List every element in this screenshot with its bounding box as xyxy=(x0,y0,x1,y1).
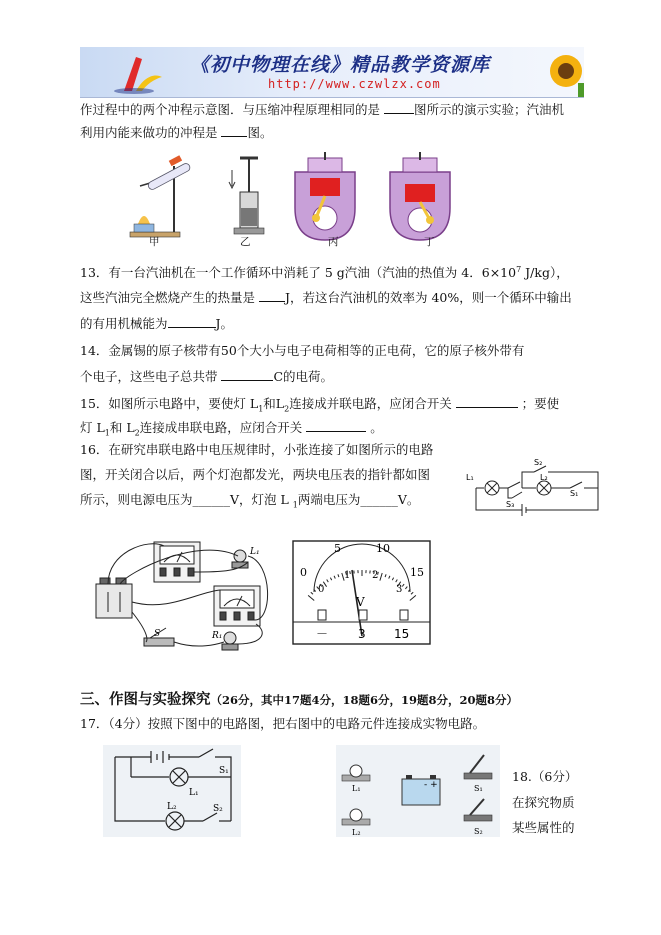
q16-voltmeter xyxy=(292,540,432,646)
battery-box xyxy=(402,775,440,805)
photo-label-l1: L₁ xyxy=(250,547,260,557)
q14-line1: 14．金属锡的原子核带有50个大小与电子电荷相等的正电荷，它的原子核外带有 xyxy=(80,343,525,358)
q17-real-components xyxy=(336,745,500,837)
q18-line1: 18.（6分） xyxy=(512,769,578,784)
diagram-label-l2: L₂ xyxy=(167,802,177,812)
label-s3: S₃ xyxy=(506,500,515,509)
q14-line2: 个电子，这些电子总共带 C的电荷。 xyxy=(80,369,334,384)
compression-cylinder-figure xyxy=(229,158,264,234)
upper-tick-10: 10 xyxy=(376,542,390,555)
upper-tick-15: 15 xyxy=(410,566,424,579)
sunflower-icon xyxy=(548,47,584,97)
terminal-minus: － xyxy=(316,627,329,641)
real-label-l2: L₂ xyxy=(352,828,361,837)
q15-circuit-diagram xyxy=(462,458,602,520)
q18-line3: 某些属性的 xyxy=(512,820,575,835)
q13-line3: 的有用机械能为 J。 xyxy=(80,316,234,331)
q17-circuit-diagram xyxy=(103,745,241,837)
upper-tick-0: 0 xyxy=(300,566,307,579)
label-l2: L₂ xyxy=(540,473,548,482)
q18-line2: 在探究物质 xyxy=(512,795,575,810)
upper-tick-5: 5 xyxy=(334,542,341,555)
q16-line3: 所示，则电源电压为______V，灯泡 L $_1$两端电压为______V。 xyxy=(80,492,420,510)
caption-yi: 乙 xyxy=(240,236,251,248)
caption-ding: 丁 xyxy=(424,236,435,248)
header-banner xyxy=(80,47,584,98)
q15-line1: 15．如图所示电路中，要使灯 $L_1$和$L_2$连接成并联电路，应闭合开关 ；要使 xyxy=(80,396,560,414)
meter-unit: V xyxy=(356,595,365,609)
caption-bing: 丙 xyxy=(328,236,339,248)
svg-text:- +: - + xyxy=(424,780,438,790)
engine-stroke-d-figure xyxy=(390,152,450,240)
q12-line1: 作过程中的两个冲程示意图．与压缩冲程原理相同的是 图所示的演示实验；汽油机 xyxy=(80,102,564,117)
q12-line2: 利用内能来做功的冲程是 图。 xyxy=(80,125,273,140)
caption-jia: 甲 xyxy=(149,236,160,248)
test-tube-figure xyxy=(130,155,191,237)
q16-apparatus-photo xyxy=(88,532,284,660)
diagram-label-s2: S₂ xyxy=(213,804,223,814)
q15-line2: 灯 $L_1$和 $L_2$连接成串联电路，应闭合开关 。 xyxy=(80,420,383,438)
lower-tick-2: 2 xyxy=(372,570,379,581)
photo-label-r: R₁ xyxy=(212,631,223,641)
label-s1: S₁ xyxy=(570,489,579,498)
real-label-s2: S₂ xyxy=(474,827,483,836)
diagram-label-s1: S₁ xyxy=(219,766,229,776)
lower-tick-3: 3 xyxy=(396,584,403,595)
q16-line1: 16．在研究串联电路中电压规律时，小张连接了如图所示的电路 xyxy=(80,442,434,457)
label-s2: S₂ xyxy=(534,458,543,467)
label-l1: L₁ xyxy=(466,473,474,482)
logo-icon xyxy=(110,51,170,95)
real-label-s1: S₁ xyxy=(474,784,483,793)
terminal-3: 3 xyxy=(358,627,366,641)
q13-line1: 13．有一台汽油机在一个工作循环中消耗了 5 g汽油（汽油的热值为 4．$6\times 10^7$ J/kg）， xyxy=(80,265,569,281)
terminal-15: 15 xyxy=(394,627,410,641)
diagram-label-l1: L₁ xyxy=(189,788,199,798)
banner-url[interactable]: http://www.czwlzx.com xyxy=(268,77,441,91)
q16-line2: 图，开关闭合以后，两个灯泡都发光，两块电压表的指针都如图 xyxy=(80,467,431,482)
q12-figures xyxy=(110,152,530,248)
real-label-l1: L₁ xyxy=(352,784,361,793)
lower-tick-1: 1 xyxy=(344,570,351,581)
q13-line2: 这些汽油完全燃烧产生的热量是 J，若这台汽油机的效率为 40%，则一个循环中输出 xyxy=(80,290,572,305)
section3-heading: 三、作图与实验探究（26分，其中17题4分，18题6分，19题8分，20题8分） xyxy=(80,692,519,708)
q17-text: 17．（4分）按照下图中的电路图，把右图中的电路元件连接成实物电路。 xyxy=(80,716,486,731)
photo-label-s: S xyxy=(154,629,161,639)
engine-stroke-c-figure xyxy=(295,152,355,240)
banner-title: 《初中物理在线》精品教学资源库 xyxy=(190,54,491,76)
lower-tick-0: 0 xyxy=(318,584,325,595)
